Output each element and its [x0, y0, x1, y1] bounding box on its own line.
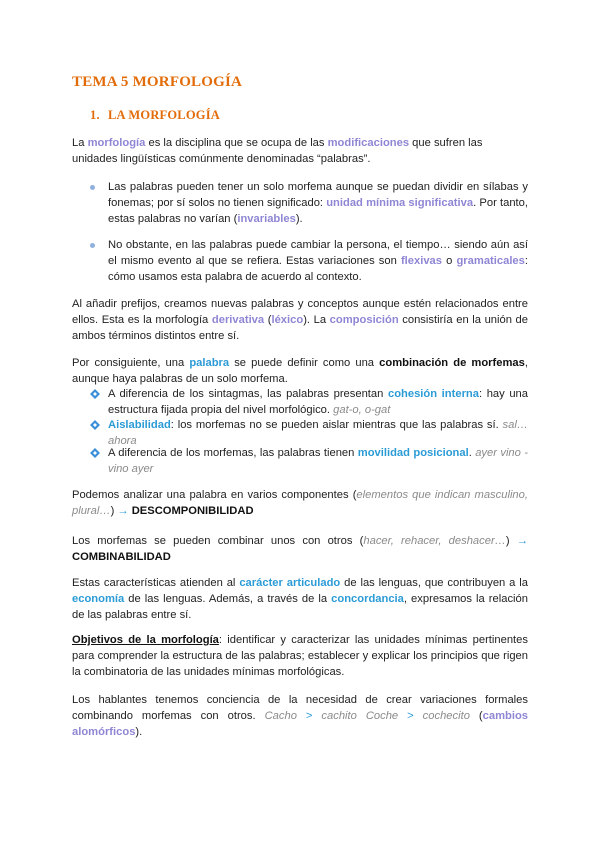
text: A diferencia de los sintagmas, las palabras presentan	[108, 388, 388, 400]
term-combinacion: combinación de morfemas	[379, 357, 525, 369]
text: ).	[295, 213, 303, 225]
paragraph-descomponibilidad	[72, 487, 528, 519]
text: se puede definir como una	[229, 357, 380, 369]
term-modificaciones: modificaciones	[327, 137, 410, 149]
example: cachito Coche	[321, 710, 399, 722]
paragraph-palabra	[72, 355, 528, 387]
text: A diferencia de los morfemas, las palabras tienen	[108, 447, 358, 459]
text: ). La	[303, 314, 330, 326]
text: )	[505, 535, 517, 547]
text: )	[110, 505, 118, 517]
example: hacer, rehacer, deshacer…	[363, 535, 506, 547]
term-flexivas: flexivas	[400, 255, 443, 267]
term-composicion: composición	[329, 314, 399, 326]
section-number: 1.	[90, 108, 100, 122]
term-lexico: léxico	[271, 314, 304, 326]
term-cohesion: cohesión interna	[387, 388, 479, 400]
bullet-dot	[90, 185, 95, 190]
text: de las lenguas, que contribuyen a la	[340, 577, 528, 589]
arrow-icon: →	[117, 505, 129, 517]
text: (	[264, 314, 272, 326]
term-invariables: invariables	[237, 213, 296, 225]
text: : cómo usamos esta palabra de acuerdo al contexto.	[108, 255, 528, 283]
text: No obstante, en las palabras puede cambiar la persona, el tiempo… siendo aún así el mismo evento al que se refiera. Estas variaciones son	[108, 239, 528, 267]
bullet-flexivas	[108, 237, 528, 285]
text: Por consiguiente, una	[72, 357, 190, 369]
example: sal…ahora	[108, 419, 528, 447]
text: Al añadir prefijos, creamos nuevas palabras y conceptos aunque estén relacionados entre ellos. Esta es la morfología	[72, 298, 528, 326]
section-heading	[90, 108, 220, 123]
paragraph-caracter-articulado	[72, 575, 528, 623]
arrow-icon: →	[516, 535, 528, 547]
paragraph-combinabilidad	[72, 533, 528, 565]
text: , aunque haya palabras de un solo morfema.	[72, 357, 528, 385]
term-derivativa: derivativa	[211, 314, 265, 326]
term-cambios-alomorficos: cambios alomórficos	[72, 710, 529, 738]
term-palabra: palabra	[189, 357, 230, 369]
example: elementos que indican masculino, plural…	[72, 489, 528, 517]
page-title: TEMA 5 MORFOLOGÍA	[72, 74, 243, 90]
term-movilidad: movilidad posicional	[357, 447, 469, 459]
text: ).	[135, 726, 143, 738]
text: La	[72, 137, 88, 149]
example: Cacho	[264, 710, 297, 722]
bullet-dot	[90, 243, 95, 248]
text: : hay una estructura fijada propia del nivel morfológico.	[108, 388, 528, 416]
example: gat-o, o-gat	[333, 404, 391, 416]
term-morfologia: morfología	[87, 137, 146, 149]
text: . Por tanto, estas palabras no varían (	[108, 197, 528, 225]
text: , expresamos la relación de las palabras entre sí.	[72, 593, 528, 621]
diamond-bullet-icon	[90, 420, 100, 430]
diamond-bullet-icon	[90, 448, 100, 458]
text: es la disciplina que se ocupa de las	[145, 137, 328, 149]
term-concordancia: concordancia	[331, 593, 404, 605]
greater-than-symbol: >	[407, 710, 414, 722]
text: de las lenguas. Además, a través de la	[124, 593, 332, 605]
term-economia: economía	[72, 593, 125, 605]
text: o	[442, 255, 457, 267]
paragraph-derivativa	[72, 296, 528, 344]
paragraph-definition	[72, 135, 528, 167]
example: ayer vino - vino ayer	[108, 447, 528, 475]
term-unidad-minima: unidad mínima significativa	[326, 197, 474, 209]
text: Podemos analizar una palabra en varios componentes (	[72, 489, 357, 501]
bullet-invariables	[108, 179, 528, 227]
subbullet-cohesion	[108, 386, 528, 418]
text: consistiría en la unión de ambos términos distintos entre sí.	[72, 314, 528, 342]
subbullet-movilidad	[108, 445, 528, 477]
diamond-bullet-icon	[90, 389, 100, 399]
section-label: LA MORFOLOGÍA	[108, 108, 220, 122]
text: (	[469, 710, 483, 722]
text: Los hablantes tenemos conciencia de la necesidad de crear variaciones formales combinando morfemas con otros.	[72, 694, 528, 722]
paragraph-objetivos	[72, 632, 528, 680]
term-descomponibilidad: DESCOMPONIBILIDAD	[131, 505, 254, 517]
text: : identificar y caracterizar las unidades mínimas pertinentes para comprender la estructura de las palabras; establecer y explicar los principios que rigen la combinatoria de las unidades mínimas morfológicas.	[72, 634, 528, 678]
example: cochecito	[422, 710, 470, 722]
text: Los morfemas se pueden combinar unos con otros (	[72, 535, 364, 547]
objetivos-label: Objetivos de la morfología	[72, 634, 219, 646]
paragraph-alomorficos	[72, 692, 528, 740]
term-aislabilidad: Aislabilidad	[108, 419, 171, 431]
text: Las palabras pueden tener un solo morfema aunque se puedan dividir en sílabas y fonemas; por sí solos no tienen significado:	[108, 181, 528, 209]
term-caracter-articulado: carácter articulado	[239, 577, 341, 589]
term-combinabilidad: COMBINABILIDAD	[72, 551, 171, 563]
text: : los morfemas no se pueden aislar mientras que las palabras sí.	[170, 419, 503, 431]
text: que sufren las unidades lingüísticas comúnmente denominadas “palabras”.	[72, 137, 483, 165]
greater-than-symbol: >	[305, 710, 313, 722]
term-gramaticales: gramaticales	[456, 255, 525, 267]
text: Estas características atienden al	[72, 577, 240, 589]
text: .	[468, 447, 476, 459]
